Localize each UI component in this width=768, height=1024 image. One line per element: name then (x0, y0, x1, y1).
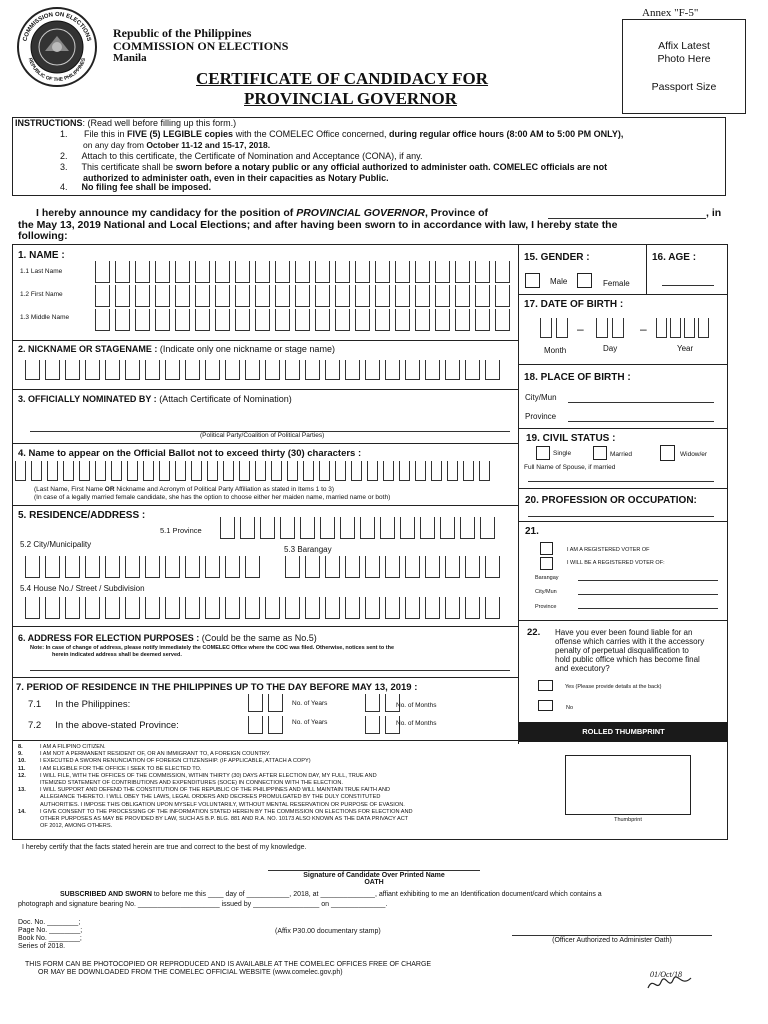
declaration-14-line-3 (18, 823, 112, 829)
city-line: Manila (113, 52, 147, 64)
announce-in: , in (706, 207, 722, 219)
initials-signature (645, 972, 695, 994)
seal-text-bottom: REPUBLIC OF THE PHILIPPINES (26, 57, 88, 84)
prov-years-label: No. of Years (292, 719, 328, 726)
q22-no-checkbox[interactable] (538, 700, 553, 711)
instructions-note: : (Read well before filling up this form.) (82, 118, 237, 128)
s4-note-2: (In case of a legally married female candidate, she has the option to choose either her maiden name, married name or both) (34, 494, 391, 501)
s22-num: 22. (527, 627, 541, 638)
book-no: Book No. ________; (18, 935, 82, 942)
ph-years-label: No. of Years (292, 700, 328, 707)
instruction-3 (60, 162, 607, 172)
announce-line-1 (36, 207, 488, 219)
q22-yes-checkbox[interactable] (538, 680, 553, 691)
instruction-1-f: October 11-12 and 15-17, 2018. (146, 140, 271, 150)
s1-title: 1. NAME : (18, 250, 65, 261)
seal-text-top: COMMISSION ON ELECTIONS (22, 11, 92, 43)
dob-year-cells[interactable] (656, 318, 712, 338)
s7-r1-num: 7.1 (28, 699, 42, 710)
dob-sep-2: – (640, 322, 647, 336)
will-register-label: I WILL BE A REGISTERED VOTER OF: (567, 560, 665, 566)
footer-line-2: OR MAY BE DOWNLOADED FROM THE COMELEC OFFICIAL WEBSITE (www.comelec.gov.ph) (38, 969, 343, 976)
male-label: Male (550, 277, 568, 286)
instruction-1-e: on any day from (83, 140, 147, 150)
divider-s4 (12, 443, 518, 444)
age-title: 16. AGE : (652, 252, 697, 263)
s6-heading (18, 633, 317, 643)
s7-r1-label: In the Philippines: (55, 699, 131, 710)
province-cells[interactable] (220, 517, 500, 539)
spouse-label: Full Name of Spouse, if married (524, 464, 616, 471)
divider-pob (518, 364, 728, 365)
declaration-text: I GIVE CONSENT TO THE PROCESSING OF THE INFORMATION STATED HEREIN BY THE COMMISSION ON ELECTIONS FOR ELECTION AND (40, 808, 413, 815)
nickname-cells[interactable] (25, 360, 505, 380)
divider-s21 (518, 521, 728, 522)
s21-num: 21. (525, 526, 539, 537)
s7-row2 (28, 720, 179, 731)
s4-note-1 (34, 486, 334, 493)
thumbprint-caption: Thumbprint (614, 817, 642, 823)
thumbprint-box[interactable] (565, 755, 691, 815)
instruction-4-num: 4. (60, 182, 68, 192)
declaration-num: 9. (18, 751, 23, 758)
s4-note-1c: Nickname and Acronym of Political Party Affiliation as stated in Items 1 to 3) (114, 486, 335, 493)
declaration-13-line-1 (18, 787, 390, 793)
instruction-1 (60, 129, 720, 139)
gender-title: 15. GENDER : (524, 252, 590, 263)
photo-line-3: Passport Size (651, 81, 717, 93)
registered-voter-label: I AM A REGISTERED VOTER OF (567, 547, 650, 553)
divider-s7 (12, 677, 518, 678)
declaration-12-line-2 (18, 780, 343, 786)
s4-note-1a: (Last Name, First Name (34, 486, 105, 493)
married-checkbox[interactable] (593, 446, 607, 460)
ballot-name-cells[interactable] (15, 461, 495, 481)
comelec-seal (16, 6, 98, 88)
s5-title: 5. RESIDENCE/ADDRESS : (18, 510, 146, 521)
pob-citymun-field[interactable] (568, 402, 714, 403)
declaration-num: 10. (18, 758, 26, 765)
prov-years-cells[interactable] (248, 716, 288, 734)
instruction-4 (60, 182, 211, 192)
series: Series of 2018. (18, 943, 66, 950)
s21-barangay-label: Barangay (535, 575, 559, 581)
certify-text: I hereby certify that the facts stated herein are true and correct to the best of my knowledge. (22, 844, 307, 851)
divider-s5 (12, 505, 518, 506)
ph-years-cells[interactable] (248, 694, 288, 712)
pob-province-field[interactable] (568, 421, 714, 422)
footer-line-1: THIS FORM CAN BE PHOTOCOPIED OR REPRODUCED AND IS AVAILABLE AT THE COMELEC OFFICES FREE OF CHARGE (25, 961, 432, 968)
s3-caption: (Political Party/Coalition of Political Parties) (200, 432, 325, 439)
first-name-cells[interactable] (95, 285, 515, 307)
documentary-stamp-note: (Affix P30.00 documentary stamp) (275, 928, 381, 935)
s3-heading (18, 394, 292, 404)
divider-profession (518, 488, 728, 489)
prov-months-label: No. of Months (396, 720, 437, 727)
declaration-num: 11. (18, 765, 26, 772)
married-label: Married (610, 451, 633, 458)
instruction-3-cont: authorized to administer oath, even in their capacities as Notary Public. (83, 173, 389, 183)
oath-line-1a: SUBSCRIBED AND SWORN (60, 891, 152, 898)
s7-row1 (28, 699, 130, 710)
declaration-text: I EXECUTED A SWORN RENUNCIATION OF FOREIGN CITIZENSHIP. (IF APPLICABLE, ATTACH A COPY) (40, 758, 311, 765)
divider-dob (518, 294, 728, 295)
signature-label: Signature of Candidate Over Printed Name (303, 872, 445, 879)
s21-province-field[interactable] (578, 608, 718, 609)
instruction-3-num: 3. (60, 162, 68, 172)
declaration-9-line-1 (18, 751, 270, 757)
ph-months-label: No. of Months (396, 702, 437, 709)
s4-note-1b: OR (104, 486, 115, 493)
declaration-num: 13. (18, 787, 26, 794)
divider-s22 (518, 620, 728, 621)
divider-s6 (12, 626, 518, 627)
declaration-text: ITEMIZED STATEMENT OF CONTRIBUTIONS AND EXPENDITURES (SOCE) IN CONNECTION WITH THE ELECTION. (40, 780, 343, 786)
announce-line-2: the May 13, 2019 National and Local Elections; and after having been sworn to in accordance with law, I hereby state the (18, 219, 618, 231)
declaration-14-line-2 (18, 816, 408, 822)
month-label: Month (544, 346, 567, 355)
q22-line-1: Have you ever been found liable for an (555, 628, 693, 637)
declaration-12-line-1 (18, 773, 377, 779)
oath-line-2: photograph and signature bearing No. _____________________ issued by _________________ on ______________. (18, 901, 388, 908)
day-label: Day (603, 344, 618, 353)
s4-title: 4. Name to appear on the Official Ballot not to exceed thirty (30) characters : (18, 448, 362, 459)
widow-label: Widow/er (680, 451, 708, 458)
instruction-1-cont (83, 140, 270, 150)
male-checkbox[interactable] (525, 273, 540, 288)
s6-sub-1: Note: In case of change of address, please notify immediately the COMELEC Office where the COC was filed. Otherwise, notices sent to the (30, 645, 394, 651)
q22-line-5: and executory? (555, 664, 610, 673)
barangay-label: 5.3 Barangay (284, 545, 332, 554)
profession-field[interactable] (528, 516, 714, 517)
year-label: Year (677, 344, 694, 353)
s6-sub-2: herein indicated address shall be deemed served. (52, 652, 182, 658)
instruction-1-b: FIVE (5) LEGIBLE copies (127, 129, 234, 139)
instruction-2-num: 2. (60, 151, 68, 161)
declaration-13-line-3 (18, 802, 405, 808)
oath-line-1 (60, 891, 602, 898)
instructions-heading (15, 118, 236, 128)
footer-date: 01/Oct/18 (650, 970, 682, 979)
first-name-label: 1.2 First Name (20, 291, 63, 298)
s7-r2-label: In the above-stated Province: (55, 720, 179, 731)
single-checkbox[interactable] (536, 446, 550, 460)
photo-line-1: Affix Latest (658, 40, 710, 52)
dob-day-cells[interactable] (596, 318, 628, 338)
declaration-text: I WILL SUPPORT AND DEFEND THE CONSTITUTION OF THE REPUBLIC OF THE PHILIPPINES AND WILL MAINTAIN TRUE FAITH AND (40, 787, 391, 794)
republic-line: Republic of the Philippines (113, 26, 252, 40)
widow-checkbox[interactable] (660, 445, 675, 461)
age-field[interactable] (662, 285, 714, 286)
city-cells[interactable] (25, 556, 265, 578)
s21-barangay-field[interactable] (578, 580, 718, 581)
city-label: 5.2 City/Municipality (20, 540, 92, 549)
last-name-cells[interactable] (95, 261, 515, 283)
oath-title: OATH (364, 879, 384, 886)
divider-civil (518, 428, 728, 429)
instruction-2 (60, 151, 423, 161)
declaration-text: I AM A FILIPINO CITIZEN. (40, 744, 106, 750)
declaration-text: I AM NOT A PERMANENT RESIDENT OF, OR AN IMMIGRANT TO, A FOREIGN COUNTRY. (40, 751, 271, 758)
declaration-11-line-1 (18, 766, 201, 772)
photo-line-2: Photo Here (657, 53, 711, 65)
instruction-3-a: This certificate shall be (81, 162, 176, 172)
column-divider (518, 244, 519, 744)
instruction-1-c: with the COMELEC Office concerned, (233, 129, 389, 139)
declaration-num: 12. (18, 772, 26, 779)
s3-title: 3. OFFICIALLY NOMINATED BY : (18, 394, 157, 404)
q22-line-2: offense which carries with it the accessory (555, 637, 705, 646)
house-label: 5.4 House No./ Street / Subdivision (20, 584, 145, 593)
declaration-13-line-2 (18, 794, 380, 800)
dob-sep-1: – (577, 322, 584, 336)
registered-voter-checkbox[interactable] (540, 542, 553, 555)
s7-title: 7. PERIOD OF RESIDENCE IN THE PHILIPPINES UP TO THE DAY BEFORE MAY 13, 2019 : (16, 682, 418, 693)
house-cells[interactable] (25, 597, 505, 619)
doc-no: Doc. No. ________; (18, 919, 81, 926)
s2-heading (18, 344, 335, 354)
pob-citymun-label: City/Mun (525, 393, 557, 402)
divider-s2 (12, 340, 518, 341)
announce-province-label: , Province of (424, 207, 488, 219)
pob-title: 18. PLACE OF BIRTH : (524, 372, 631, 383)
officer-signature-line[interactable] (512, 935, 712, 936)
q22-line-3: penalty of perpetual disqualification to (555, 646, 689, 655)
announce-line-3: following: (18, 230, 68, 242)
dob-title: 17. DATE OF BIRTH : (524, 299, 624, 310)
instruction-1-a: File this in (84, 129, 128, 139)
s7-r2-num: 7.2 (28, 720, 42, 731)
instruction-2-text: Attach to this certificate, the Certificate of Nomination and Acceptance (CONA), if any. (81, 151, 423, 161)
declaration-text: AUTHORITIES. I IMPOSE THIS OBLIGATION UPON MYSELF VOLUNTARILY, WITHOUT MENTAL RESERVATION OR PURPOSE OF EVASION. (40, 801, 405, 808)
declaration-text: I AM ELIGIBLE FOR THE OFFICE I SEEK TO BE ELECTED TO. (40, 765, 202, 772)
s3-note: (Attach Certificate of Nomination) (156, 394, 292, 404)
s2-title: 2. NICKNAME OR STAGENAME : (18, 344, 158, 354)
oath-line-1b: to before me this ____ day of ___________, 2018, at ______________, affiant exhibiting to me an Identification document/card which contains a (151, 891, 602, 898)
last-name-label: 1.1 Last Name (20, 268, 63, 275)
q22-yes-label: Yes (Please provide details at the back) (565, 684, 662, 690)
middle-name-cells[interactable] (95, 309, 515, 331)
q22-no-label: No (566, 705, 574, 711)
declaration-8-line-1 (18, 744, 106, 750)
single-label: Single (553, 450, 572, 457)
spouse-field[interactable] (528, 481, 714, 482)
instruction-1-d: during regular office hours (8:00 AM to 5:00 PM ONLY), (388, 129, 624, 139)
annex-label: Annex "F-5" (642, 7, 699, 19)
declaration-num: 14. (18, 808, 26, 815)
s6-note: (Could be the same as No.5) (199, 633, 317, 643)
province-label: 5.1 Province (160, 526, 202, 535)
barangay-cells[interactable] (285, 556, 505, 578)
middle-name-label: 1.3 Middle Name (20, 314, 70, 321)
instruction-1-num: 1. (60, 129, 68, 139)
q22-line-4: hold public office which has become final (555, 655, 700, 664)
declaration-text: OF 2012, AMONG OTHERS. (40, 823, 113, 830)
instructions-title: INSTRUCTIONS (15, 118, 83, 128)
thumbprint-header: ROLLED THUMBPRINT (582, 727, 665, 736)
announce-position: PROVINCIAL GOVERNOR (296, 207, 425, 219)
s21-citymun-field[interactable] (578, 594, 718, 595)
will-register-checkbox[interactable] (540, 557, 553, 570)
s2-note: (Indicate only one nickname or stage name) (157, 344, 335, 354)
commission-line: COMMISSION ON ELECTIONS (113, 39, 289, 53)
female-checkbox[interactable] (577, 273, 592, 288)
instruction-4-text: No filing fee shall be imposed. (81, 182, 212, 192)
civil-title: 19. CIVIL STATUS : (526, 433, 616, 444)
officer-label: (Officer Authorized to Administer Oath) (552, 937, 672, 944)
s21-province-label: Province (535, 604, 557, 610)
divider-s3 (12, 389, 518, 390)
instruction-3-b: sworn before a notary public or any official authorized to administer oath. COMELEC officials are not (175, 162, 608, 172)
signature-line[interactable] (268, 870, 480, 871)
declaration-14-line-1 (18, 809, 413, 815)
declaration-text: OTHER PURPOSES AS MAY BE PROVIDED BY LAW, SUCH AS B.P. BLG. 881 AND R.A. NO. 10173 ALSO KNOWN AS THE DATA PRIVACY ACT (40, 816, 409, 822)
pob-province-label: Province (525, 412, 557, 421)
page-no: Page No. ________; (18, 927, 83, 934)
declaration-10-line-1 (18, 758, 311, 764)
declaration-text: I WILL FILE, WITH THE OFFICES OF THE COMMISSION, WITHIN THIRTY (30) DAYS AFTER ELECTION DAY, MY FULL, TRUE AND (40, 772, 377, 779)
gender-age-divider (646, 244, 647, 294)
declaration-num: 8. (18, 744, 23, 750)
title-line-2: PROVINCIAL GOVERNOR (244, 89, 457, 108)
s21-citymun-label: City/Mun (535, 589, 557, 595)
election-address-field[interactable] (30, 670, 510, 671)
female-label: Female (603, 279, 630, 288)
s6-title: 6. ADDRESS FOR ELECTION PURPOSES : (18, 633, 200, 643)
declaration-text: ALLEGIANCE THERETO. I WILL OBEY THE LAWS, LEGAL ORDERS AND DECREES PROMULGATED BY THE DULY CONSTITUTED (40, 794, 381, 801)
announce-a: I hereby announce my candidacy for the position of (36, 207, 297, 219)
title-line-1: CERTIFICATE OF CANDIDACY FOR (196, 69, 489, 88)
profession-title: 20. PROFESSION OR OCCUPATION: (525, 495, 697, 506)
dob-month-cells[interactable] (540, 318, 572, 338)
photo-box (622, 19, 746, 114)
